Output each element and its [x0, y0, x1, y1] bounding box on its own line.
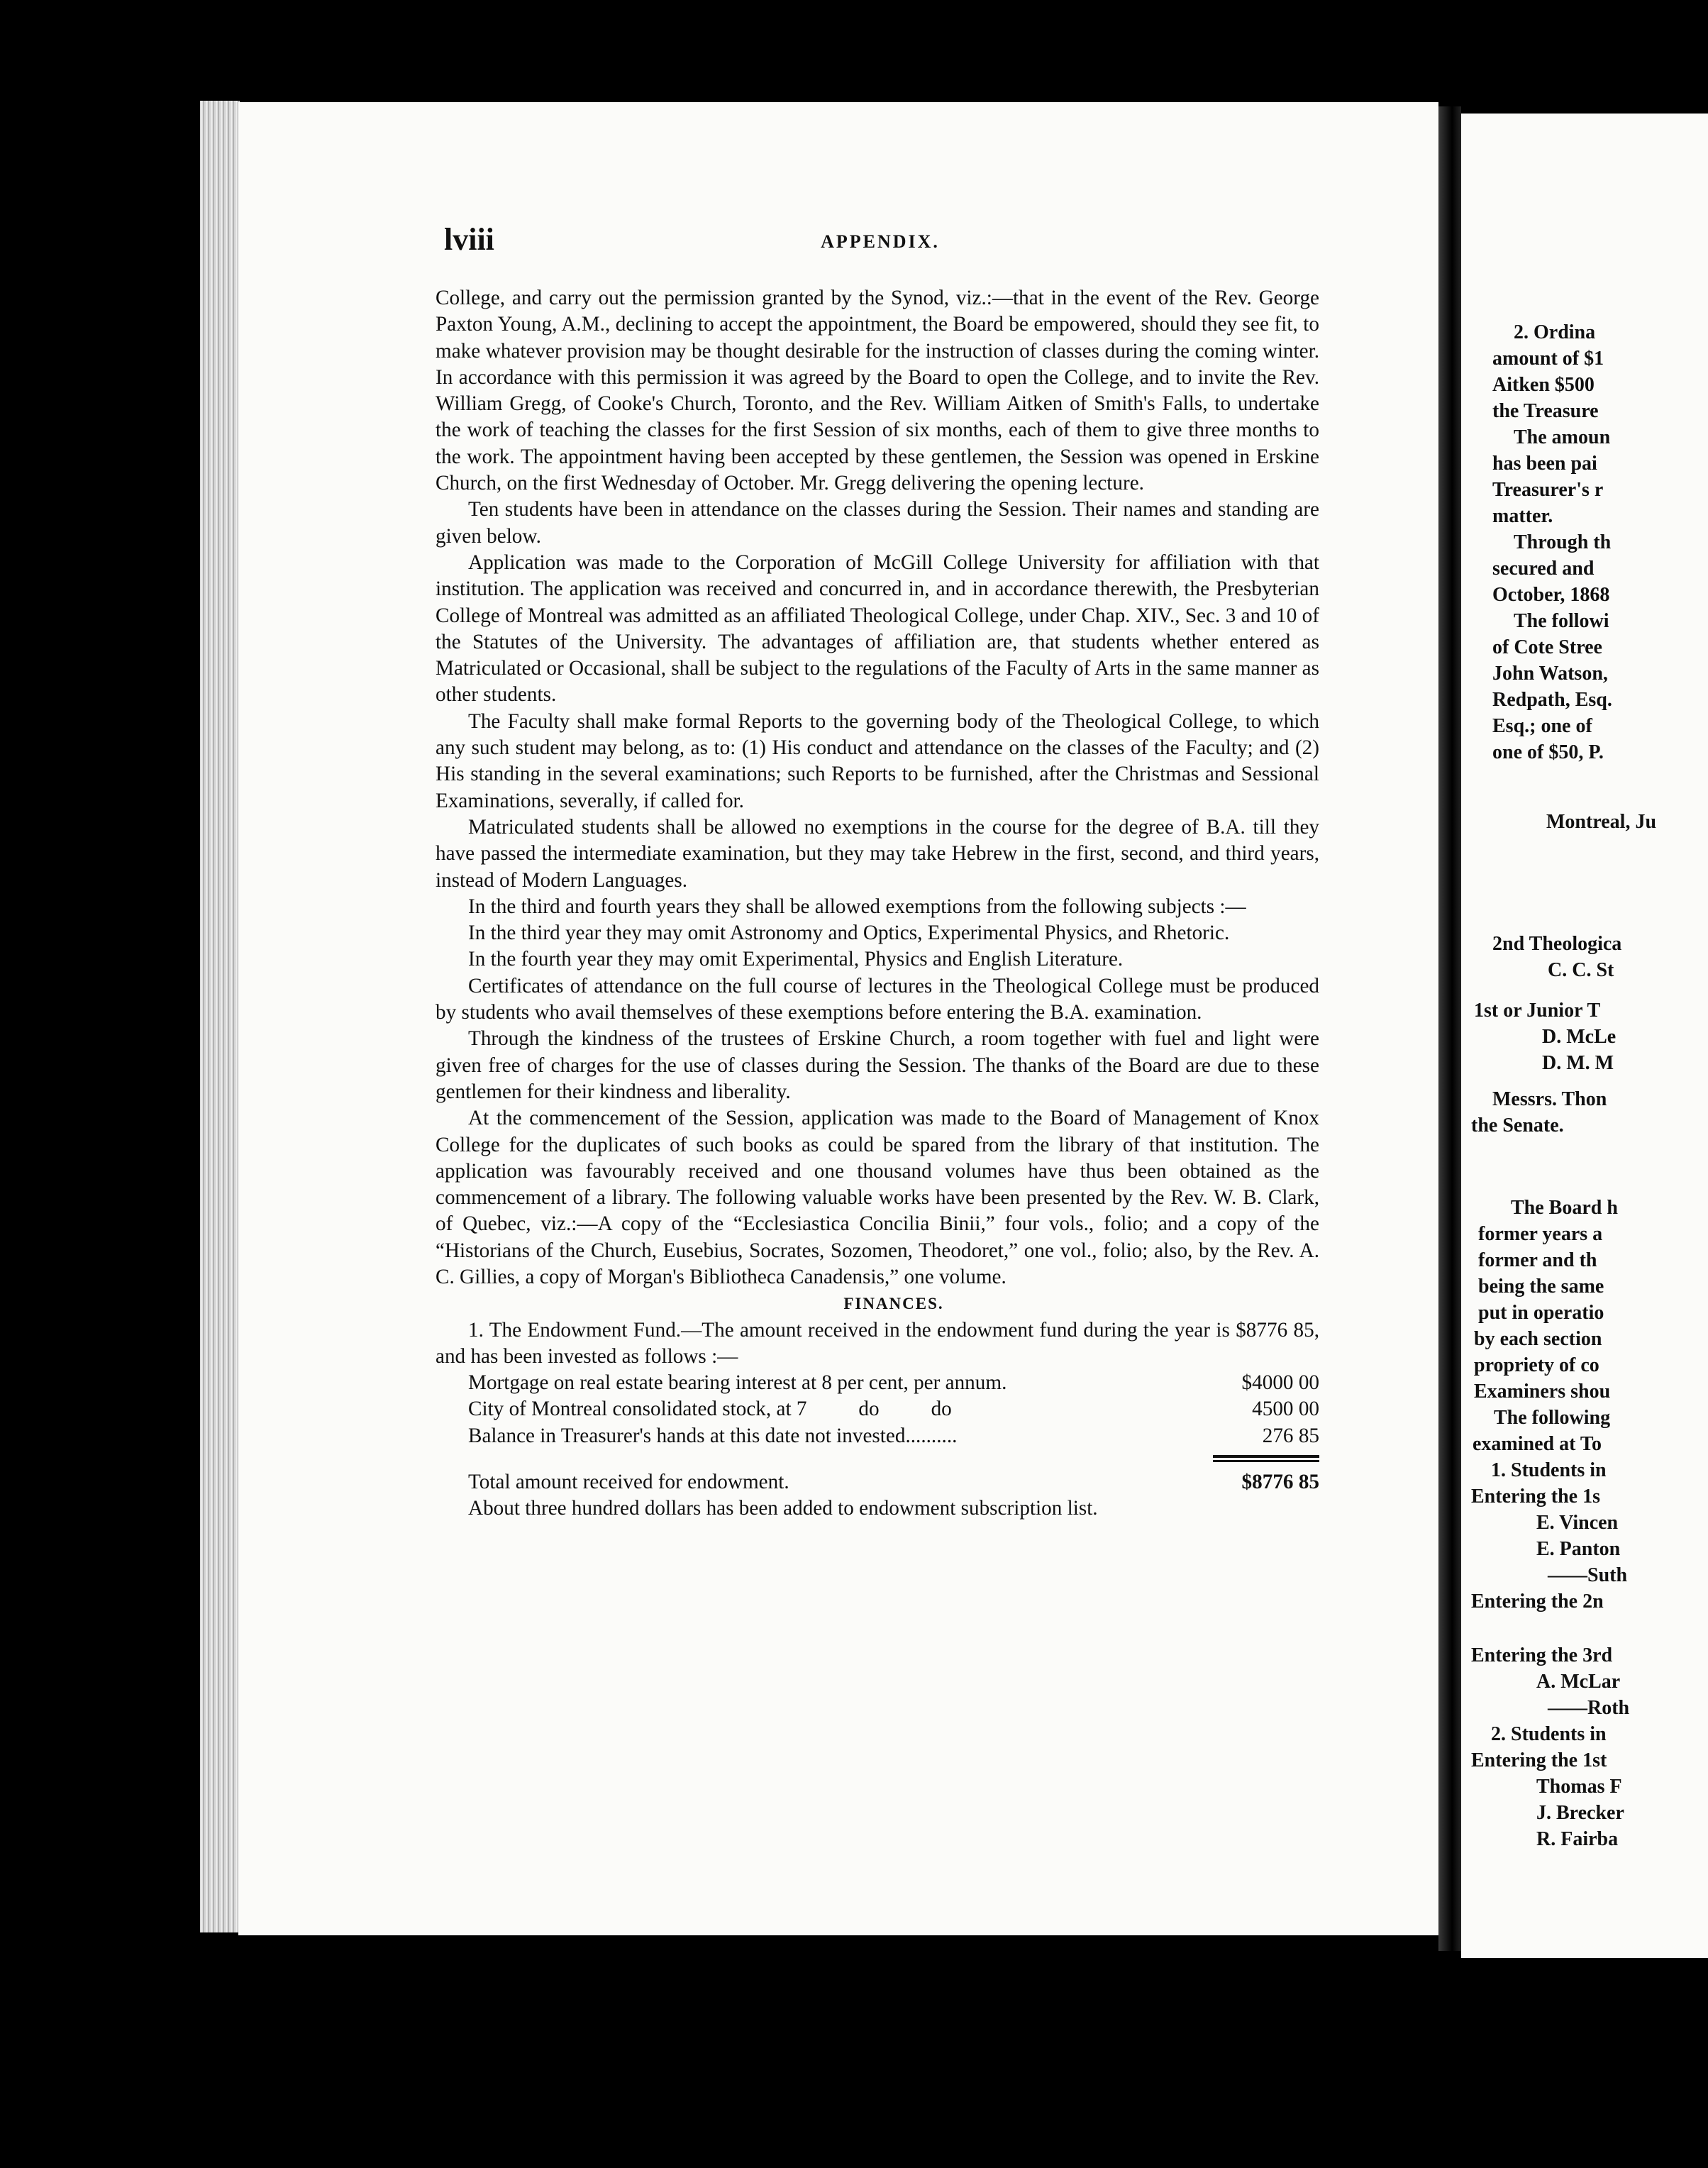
facing-line: A. McLar: [1536, 1671, 1621, 1693]
investment-amount: $4000 00: [1241, 1371, 1319, 1395]
facing-line: The following: [1494, 1407, 1611, 1429]
facing-line: Redpath, Esq.: [1492, 689, 1612, 711]
facing-line: 1. Students in: [1491, 1459, 1607, 1481]
paragraph: Application was made to the Corporation of McGill College University for affiliation with that institution. The application was received and concurred in, and in accordance therewith, the Presbyterian College of Montreal was admitted as an affiliated Theological College, under Chap. XIV., Sec. 3 and 10 of the Statutes of the University. The advantages of affiliation are, that students whether entered as Matriculated or Occasional, shall be subject to the regulations of the Faculty of Arts in the same manner as other students.: [436, 551, 1319, 707]
paragraph: Ten students have been in attendance on the classes during the Session. Their names and standing are given below.: [436, 498, 1319, 548]
body-text: [436, 285, 1319, 1522]
investment-row: [468, 1396, 1319, 1422]
page-header: [444, 221, 1316, 257]
investment-amount: 276 85: [1262, 1424, 1319, 1447]
facing-line: by each section: [1474, 1328, 1602, 1350]
facing-line: Examiners shou: [1474, 1381, 1611, 1403]
investment-amount: 4500 00: [1252, 1398, 1319, 1421]
facing-line: The followi: [1514, 610, 1609, 632]
facing-line: Messrs. Thon: [1492, 1088, 1607, 1110]
running-head: APPENDIX.: [821, 231, 940, 252]
facing-line: matter.: [1492, 505, 1553, 527]
facing-line: Entering the 1st: [1471, 1749, 1607, 1771]
facing-line: Esq.; one of: [1492, 715, 1592, 737]
total-label: Total amount received for endowment.: [468, 1471, 789, 1494]
total-amount: $8776 85: [1241, 1471, 1319, 1494]
facing-line: 2. Students in: [1491, 1723, 1607, 1745]
facing-line: C. C. St: [1548, 959, 1614, 981]
facing-line: ——Roth: [1548, 1697, 1630, 1719]
facing-line: E. Panton: [1536, 1538, 1621, 1560]
facing-line: John Watson,: [1492, 663, 1608, 685]
facing-line: 2nd Theologica: [1492, 933, 1622, 955]
facing-line: The Board h: [1511, 1197, 1618, 1219]
investment-label: Balance in Treasurer's hands at this date not invested..........: [468, 1424, 958, 1447]
facing-line: ——Suth: [1548, 1564, 1628, 1586]
paragraph: At the commencement of the Session, application was made to the Board of Management of Knox College for the duplicates of such books as could be spared from the library of that institution. The application was favourably received and one thousand volumes have thus been obtained as the commencement of a library. The following valuable works have been presented by the Rev. W. B. Clark, of Quebec, viz.:—A copy of the “Ecclesiastica Concilia Binii,” four vols., folio; and a copy of the “Historians of the Church, Eusebius, Socrates, Sozomen, Theodoret,” one vol., folio; also, by the Rev. A. C. Gillies, a copy of Morgan's Bibliotheca Canadensis,” one volume.: [436, 1107, 1319, 1288]
total-row: [468, 1469, 1319, 1495]
endowment-intro: 1. The Endowment Fund.—The amount received in the endowment fund during the year is $8776 85, and has been invested as follows :—: [436, 1318, 1319, 1368]
facing-line: of Cote Stree: [1492, 636, 1602, 658]
investment-label: City of Montreal consolidated stock, at 7 do do: [468, 1398, 952, 1421]
facing-line: J. Brecker: [1536, 1802, 1624, 1824]
finances-heading: FINANCES.: [843, 1295, 944, 1313]
closing-line: About three hundred dollars has been added to endowment subscription list.: [468, 1497, 1098, 1520]
paragraph: The Faculty shall make formal Reports to the governing body of the Theological College, to which any such student may belong, as to: (1) His conduct and attendance on the classes of the Faculty; and (2) His standing in the several examinations; such Reports to be furnished, after the Christmas and Sessional Examinations, severally, if called for.: [436, 709, 1319, 812]
facing-line: Entering the 2n: [1471, 1591, 1604, 1613]
facing-line: Through th: [1514, 531, 1612, 553]
facing-line: former years a: [1478, 1223, 1603, 1245]
facing-page: [1461, 114, 1708, 1958]
investment-row: [468, 1423, 1319, 1449]
facing-line: 2. Ordina: [1514, 321, 1596, 343]
page-number: lviii: [444, 222, 494, 257]
paragraph: Certificates of attendance on the full course of lectures in the Theological College must be produced by students who avail themselves of these exemptions before entering the B.A. examination.: [436, 974, 1319, 1024]
facing-line: the Treasure: [1492, 400, 1599, 422]
paragraph: Matriculated students shall be allowed no exemptions in the course for the degree of B.A. till they have passed the intermediate examination, but they may take Hebrew in the first, second, and third years, instead of Modern Languages.: [436, 815, 1319, 892]
facing-line: put in operatio: [1478, 1302, 1604, 1324]
facing-line: amount of $1: [1492, 348, 1604, 370]
facing-line: secured and: [1492, 558, 1595, 580]
facing-line: D. McLe: [1542, 1026, 1616, 1048]
facing-line: Montreal, Ju: [1546, 811, 1657, 833]
paragraph: Through the kindness of the trustees of Erskine Church, a room together with fuel and light were given free of charges for the use of classes during the Session. The thanks of the Board are due to these gentlemen for their kindness and liberality.: [436, 1027, 1319, 1103]
facing-line: propriety of co: [1474, 1354, 1599, 1376]
facing-line: Thomas F: [1536, 1776, 1622, 1798]
investment-label: Mortgage on real estate bearing interest at 8 per cent, per annum.: [468, 1371, 1007, 1395]
facing-line: Entering the 1s: [1471, 1486, 1600, 1508]
facing-line: Entering the 3rd: [1471, 1644, 1613, 1666]
facing-line: October, 1868: [1492, 584, 1610, 606]
facing-line: the Senate.: [1471, 1115, 1564, 1136]
facing-line: The amoun: [1514, 426, 1611, 448]
page-stack-edges: [200, 101, 240, 1932]
paragraph: In the third year they may omit Astronomy and Optics, Experimental Physics, and Rhetoric.: [468, 922, 1230, 945]
facing-line: has been pai: [1492, 453, 1597, 475]
paragraph: College, and carry out the permission granted by the Synod, viz.:—that in the event of the Rev. George Paxton Young, A.M., declining to accept the appointment, the Board be empowered, should they see fit, to make whatever provision may be thought desirable for the instruction of classes during the coming winter. In accordance with this permission it was agreed by the Board to open the College, and to invite the Rev. William Gregg, of Cooke's Church, Toronto, and the Rev. William Aitken of Smith's Falls, to undertake the work of teaching the classes for the first Session of six months, each of them to give three months to the work. The appointment having been accepted by these gentlemen, the Session was opened in Erskine Church, on the first Wednesday of October. Mr. Gregg delivering the opening lecture.: [436, 287, 1319, 495]
total-rule: [1213, 1455, 1319, 1462]
gutter-shadow: [1438, 106, 1461, 1951]
facing-line: examined at To: [1473, 1433, 1602, 1455]
facing-line: Aitken $500: [1492, 374, 1595, 396]
facing-line: 1st or Junior T: [1474, 1000, 1601, 1022]
facing-line: D. M. M: [1542, 1052, 1614, 1074]
facing-line: being the same: [1478, 1276, 1604, 1298]
facing-line: R. Fairba: [1536, 1828, 1619, 1850]
facing-line: former and th: [1478, 1249, 1597, 1271]
facing-line: E. Vincen: [1536, 1512, 1619, 1534]
facing-line: Treasurer's r: [1492, 479, 1604, 501]
investment-row: [468, 1370, 1319, 1396]
paragraph: In the third and fourth years they shall be allowed exemptions from the following subjects :—: [468, 895, 1246, 918]
paragraph: In the fourth year they may omit Experimental, Physics and English Literature.: [468, 948, 1124, 971]
facing-line: one of $50, P.: [1492, 741, 1604, 763]
